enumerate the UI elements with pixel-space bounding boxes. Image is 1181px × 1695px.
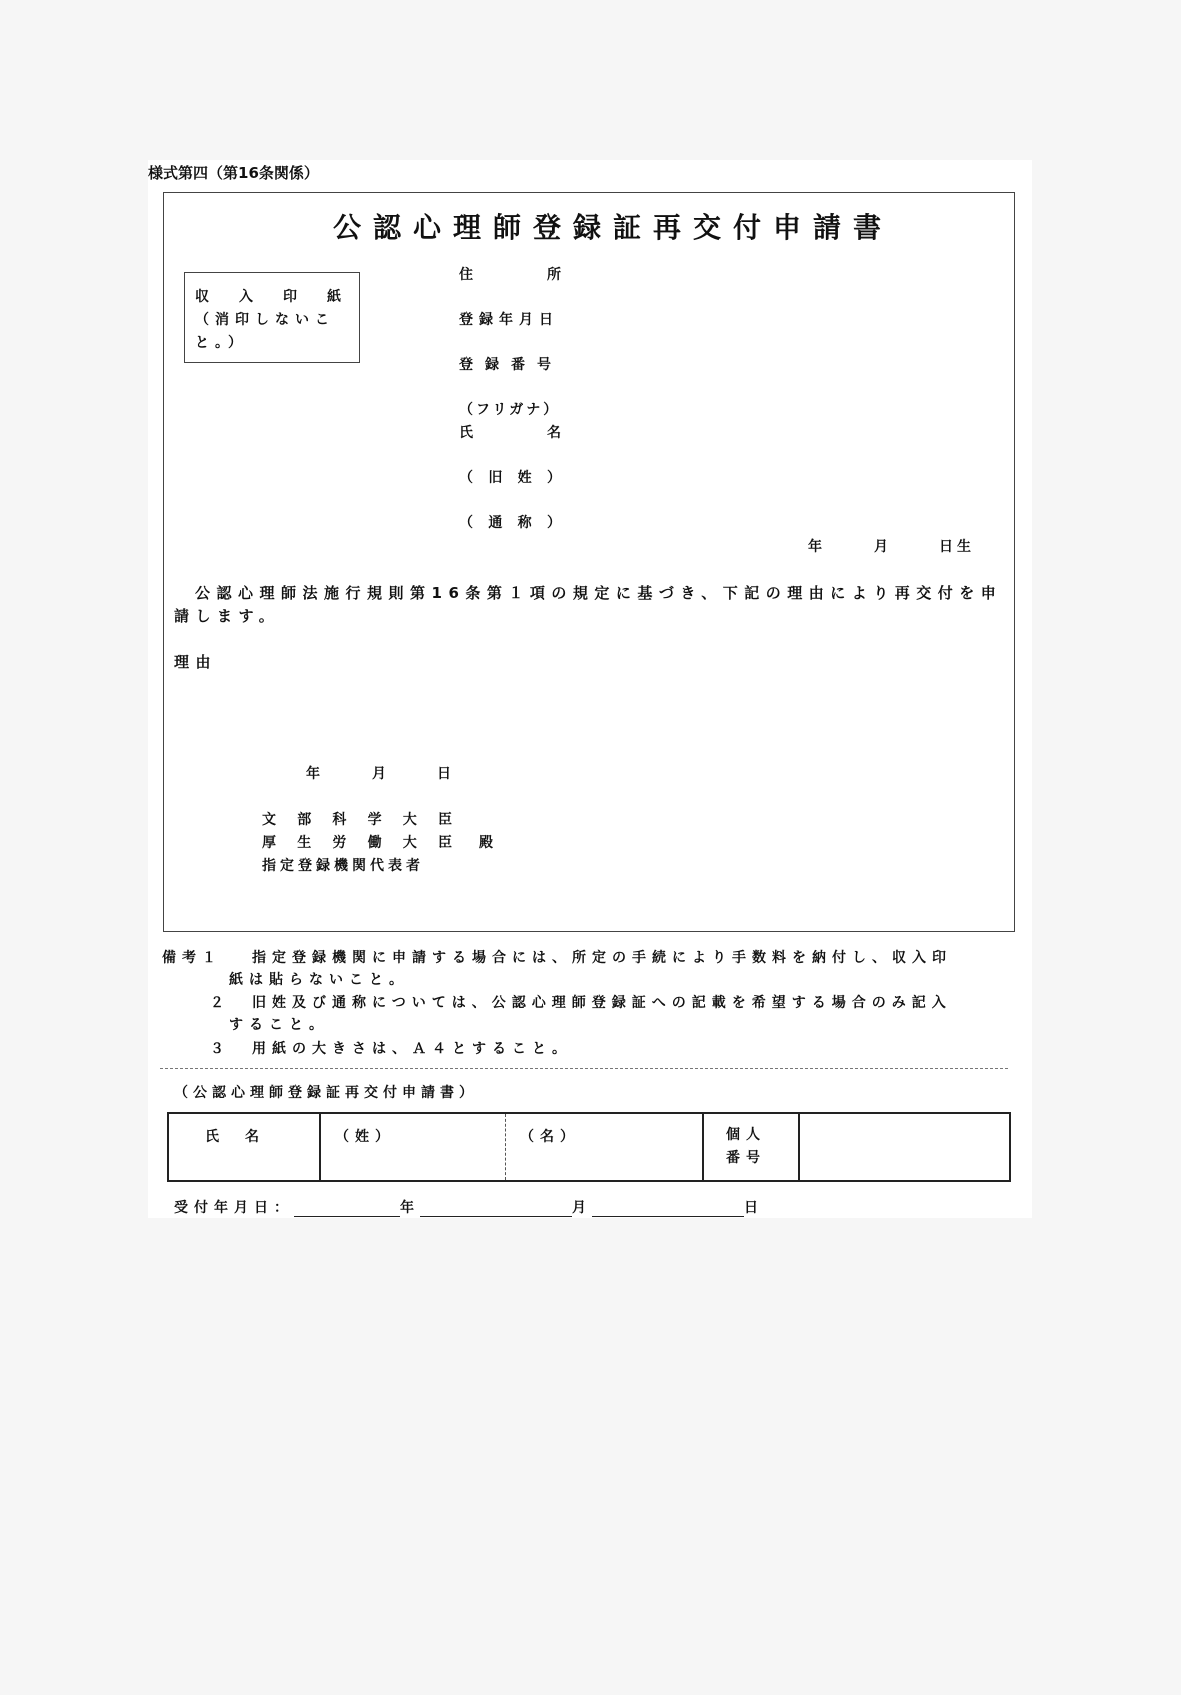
field-former-surname: （ 旧 姓 ） bbox=[459, 470, 561, 486]
honorific-label: 殿 bbox=[479, 835, 493, 851]
cut-line bbox=[160, 1068, 1008, 1069]
received-year-label: 年 bbox=[400, 1200, 414, 1216]
note-2-line-2: すること。 bbox=[229, 1017, 329, 1033]
received-date-row bbox=[174, 1197, 758, 1217]
birth-year-label: 年 bbox=[808, 539, 822, 555]
date-month-label: 月 bbox=[372, 766, 386, 782]
received-month-blank[interactable] bbox=[420, 1201, 572, 1217]
addressee-mext: 文 部 科 学 大 臣 bbox=[262, 812, 452, 828]
received-month-label: 月 bbox=[572, 1200, 586, 1216]
stub-given-name-cell[interactable]: （名） bbox=[506, 1113, 704, 1181]
birth-day-label: 日生 bbox=[939, 539, 975, 555]
date-day-label: 日 bbox=[437, 766, 451, 782]
note-1-line-1: 指定登録機関に申請する場合には、所定の手続により手数料を納付し、収入印 bbox=[252, 950, 952, 966]
field-furigana: （フリガナ） bbox=[459, 402, 561, 418]
received-day-label: 日 bbox=[744, 1200, 758, 1216]
stub-personal-number-label: 個人 番号 bbox=[703, 1113, 799, 1181]
note-1-prefix: 備考１ bbox=[162, 950, 222, 966]
note-3-number: ３ bbox=[210, 1041, 230, 1057]
field-name: 氏 名 bbox=[459, 425, 561, 441]
received-year-blank[interactable] bbox=[294, 1201, 400, 1217]
addressee-designated-body: 指定登録機関代表者 bbox=[262, 858, 424, 874]
field-alias: （ 通 称 ） bbox=[459, 515, 561, 531]
body-text-line-2: 請します。 bbox=[174, 607, 281, 625]
stub-name-label: 氏 名 bbox=[168, 1113, 320, 1181]
received-date-label: 受付年月日： bbox=[174, 1200, 294, 1216]
note-3-line-1: 用紙の大きさは、Ａ４とすること。 bbox=[252, 1041, 572, 1057]
stamp-line-3: と。） bbox=[195, 335, 248, 351]
reason-label: 理由 bbox=[174, 653, 218, 671]
received-day-blank[interactable] bbox=[592, 1201, 744, 1217]
stub-surname-cell[interactable]: （姓） bbox=[320, 1113, 506, 1181]
note-2-number: ２ bbox=[210, 995, 230, 1011]
field-address: 住 所 bbox=[459, 267, 561, 283]
date-year-label: 年 bbox=[306, 766, 320, 782]
note-1-line-2: 紙は貼らないこと。 bbox=[229, 972, 409, 988]
stamp-line-2: （消印しないこ bbox=[195, 312, 335, 328]
stub-caption: （公認心理師登録証再交付申請書） bbox=[174, 1085, 478, 1101]
stamp-line-1: 収 入 印 紙 bbox=[195, 289, 349, 305]
form-number-label: 様式第四（第16条関係） bbox=[148, 164, 319, 182]
stub-personal-number-cell[interactable] bbox=[799, 1113, 1010, 1181]
form-title: 公認心理師登録証再交付申請書 bbox=[333, 211, 894, 244]
body-text-line-1: 公認心理師法施行規則第16条第１項の規定に基づき、下記の理由により再交付を申 bbox=[195, 584, 1003, 602]
field-registration-number: 登録番号 bbox=[459, 357, 563, 373]
revenue-stamp-box bbox=[184, 272, 360, 363]
birth-month-label: 月 bbox=[874, 539, 888, 555]
stub-table bbox=[167, 1112, 1011, 1182]
field-registration-date: 登録年月日 bbox=[459, 312, 559, 328]
note-2-line-1: 旧姓及び通称については、公認心理師登録証への記載を希望する場合のみ記入 bbox=[252, 995, 952, 1011]
addressee-mhlw: 厚 生 労 働 大 臣 bbox=[262, 835, 452, 851]
